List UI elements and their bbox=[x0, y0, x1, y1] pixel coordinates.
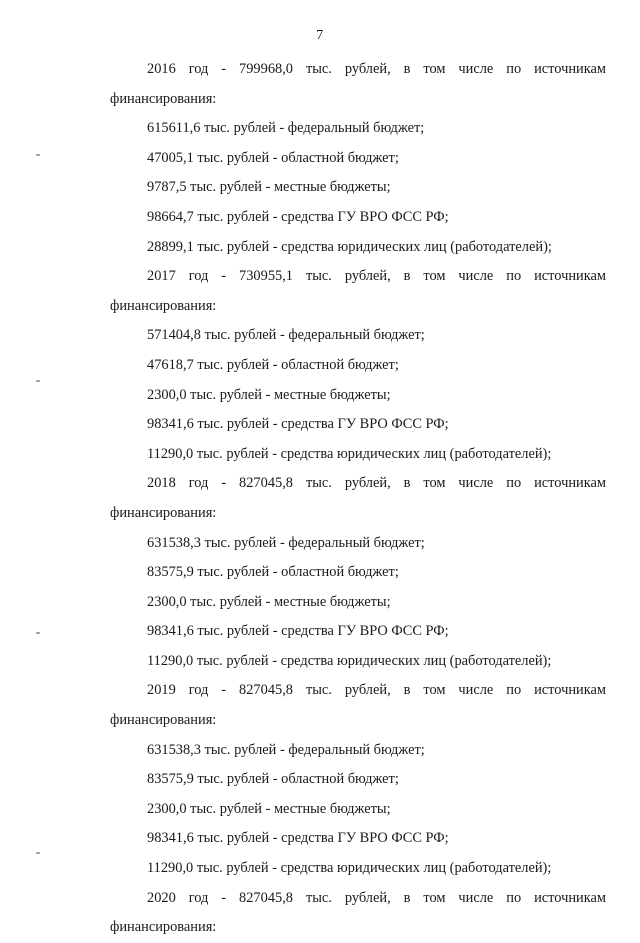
document-body bbox=[110, 55, 606, 943]
year-block-2016 bbox=[110, 55, 606, 262]
year-heading: 2017 год - 730955,1 тыс. рублей, в том числе по источникам bbox=[147, 268, 606, 285]
year-heading-continuation: финансирования: bbox=[110, 297, 217, 314]
funding-item: 2300,0 тыс. рублей - местные бюджеты; bbox=[147, 386, 391, 403]
year-heading: 2016 год - 799968,0 тыс. рублей, в том числе по источникам bbox=[147, 61, 606, 77]
page-number: 7 bbox=[316, 28, 324, 43]
year-heading: 2018 год - 827045,8 тыс. рублей, в том числе по источникам bbox=[147, 475, 606, 492]
scan-mark bbox=[36, 852, 40, 854]
funding-item: 98664,7 тыс. рублей - средства ГУ ВРО ФСС РФ; bbox=[147, 208, 449, 225]
year-block-2019 bbox=[110, 676, 606, 883]
funding-item: 83575,9 тыс. рублей - областной бюджет; bbox=[147, 564, 399, 581]
funding-item: 11290,0 тыс. рублей - средства юридических лиц (работодателей); bbox=[147, 652, 552, 669]
funding-item: 2300,0 тыс. рублей - местные бюджеты; bbox=[147, 800, 391, 817]
funding-item: 11290,0 тыс. рублей - средства юридических лиц (работодателей); bbox=[147, 860, 552, 877]
funding-item: 631538,3 тыс. рублей - федеральный бюджет; bbox=[147, 534, 425, 551]
year-block-2017 bbox=[110, 262, 606, 469]
year-heading-continuation: финансирования: bbox=[110, 504, 217, 521]
funding-item: 47618,7 тыс. рублей - областной бюджет; bbox=[147, 356, 399, 373]
funding-item: 631538,3 тыс. рублей - федеральный бюджет; bbox=[147, 741, 425, 758]
funding-item: 98341,6 тыс. рублей - средства ГУ ВРО ФСС РФ; bbox=[147, 830, 449, 847]
funding-item: 615611,6 тыс. рублей - федеральный бюджет; bbox=[147, 120, 425, 137]
funding-item: 28899,1 тыс. рублей - средства юридических лиц (работодателей); bbox=[147, 238, 552, 255]
year-heading-continuation: финансирования: bbox=[110, 919, 217, 936]
funding-item: 2300,0 тыс. рублей - местные бюджеты; bbox=[147, 593, 391, 610]
funding-item: 47005,1 тыс. рублей - областной бюджет; bbox=[147, 149, 399, 166]
year-block-2020 bbox=[110, 884, 606, 943]
year-heading: 2019 год - 827045,8 тыс. рублей, в том числе по источникам bbox=[147, 682, 606, 699]
scan-mark bbox=[36, 632, 40, 634]
funding-item: 571404,8 тыс. рублей - федеральный бюджет; bbox=[147, 327, 425, 344]
funding-item: 9787,5 тыс. рублей - местные бюджеты; bbox=[147, 179, 391, 196]
year-heading-continuation: финансирования: bbox=[110, 712, 217, 729]
year-block-2018 bbox=[110, 469, 606, 676]
funding-item: 98341,6 тыс. рублей - средства ГУ ВРО ФСС РФ; bbox=[147, 623, 449, 640]
funding-item: 11290,0 тыс. рублей - средства юридических лиц (работодателей); bbox=[147, 445, 552, 462]
scan-mark bbox=[36, 380, 40, 382]
year-heading: 2020 год - 827045,8 тыс. рублей, в том числе по источникам bbox=[147, 889, 606, 906]
scan-mark bbox=[36, 154, 40, 156]
funding-item: 83575,9 тыс. рублей - областной бюджет; bbox=[147, 771, 399, 788]
funding-item: 98341,6 тыс. рублей - средства ГУ ВРО ФСС РФ; bbox=[147, 416, 449, 433]
year-heading-continuation: финансирования: bbox=[110, 90, 217, 107]
